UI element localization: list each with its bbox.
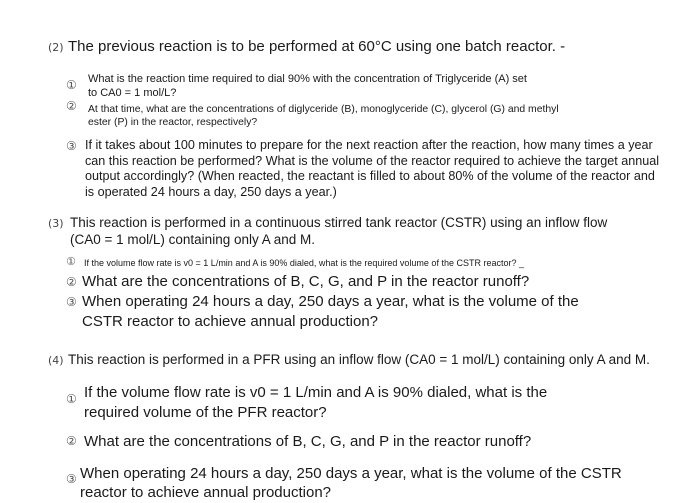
q2-item3-marker: ③ <box>66 139 77 153</box>
q2-item2-line2: ester (P) in the reactor, respectively? <box>88 117 258 128</box>
q2-heading: The previous reaction is to be performed at 60°C using one batch reactor. - <box>68 38 566 55</box>
q3-number: (3) <box>48 217 64 230</box>
q2-number: (2) <box>48 41 64 54</box>
q3-heading-line2: (CA0 = 1 mol/L) containing only A and M. <box>70 232 316 247</box>
q2-item2-line1: At that time, what are the concentrations of diglyceride (B), monoglyceride (C), glycerol (G) and methyl <box>88 104 559 115</box>
q3-heading-line1: This reaction is performed in a continuous stirred tank reactor (CSTR) using an inflow flow <box>70 215 608 230</box>
q2-item1-marker: ① <box>66 78 77 92</box>
q4-number: (4) <box>48 354 64 367</box>
q2-item3-line1: If it takes about 100 minutes to prepare for the next reaction after the reaction, how many times a year <box>85 138 653 152</box>
q2-item1-line1: What is the reaction time required to dial 90% with the concentration of Triglyceride (A) set <box>88 73 527 85</box>
q3-item2-line1: What are the concentrations of B, C, G, and P in the reactor runoff? <box>82 273 530 290</box>
q4-item3-line2: reactor to achieve annual production? <box>80 484 332 501</box>
q2-item3-line3: output accordingly? (When reacted, the reactant is filled to about 80% of the volume of the reactor and <box>85 169 655 183</box>
q4-item3-line1: When operating 24 hours a day, 250 days a year, what is the volume of the CSTR <box>80 465 622 482</box>
q4-item1-line1: If the volume flow rate is v0 = 1 L/min and A is 90% dialed, what is the <box>84 384 548 401</box>
q4-item2-line1: What are the concentrations of B, C, G, and P in the reactor runoff? <box>84 433 532 450</box>
q2-item3-line2: can this reaction be performed? What is the volume of the reactor required to achieve the target annual <box>85 154 660 168</box>
q3-item1-line1: If the volume flow rate is v0 = 1 L/min and A is 90% dialed, what is the required volume of the CSTR reactor? _ <box>84 258 524 268</box>
q2-item2-marker: ② <box>66 99 77 113</box>
q3-item3-marker: ③ <box>66 295 77 309</box>
q4-item1-marker: ① <box>66 392 77 406</box>
q3-item3-line2: CSTR reactor to achieve annual production? <box>82 313 379 330</box>
q4-heading: This reaction is performed in a PFR using an inflow flow (CA0 = 1 mol/L) containing only A and M. <box>68 352 650 367</box>
q4-item2-marker: ② <box>66 434 77 448</box>
q4-item1-line2: required volume of the PFR reactor? <box>84 404 327 421</box>
q3-item2-marker: ② <box>66 275 77 289</box>
q4-item3-marker: ③ <box>66 472 77 486</box>
q2-item3-line4: is operated 24 hours a day, 250 days a year.) <box>85 185 337 199</box>
q3-item1-marker: ① <box>66 255 76 268</box>
q3-item3-line1: When operating 24 hours a day, 250 days a year, what is the volume of the <box>82 293 579 310</box>
q2-item1-line2: to CA0 = 1 mol/L? <box>88 87 177 99</box>
